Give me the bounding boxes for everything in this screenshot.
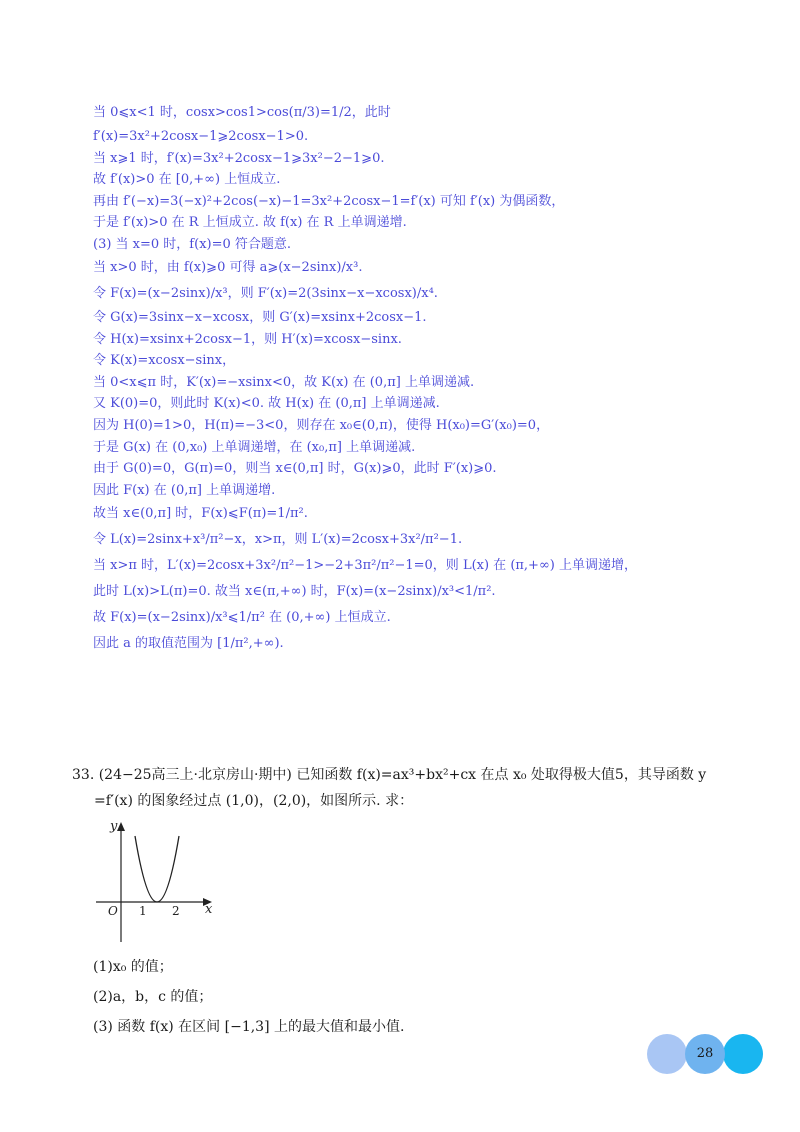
solution-line: 令 F(x)=(x−2sinx)/x³，则 F′(x)=2(3sinx−x−xcosx)/x⁴. — [93, 286, 438, 302]
solution-line: (3) 当 x=0 时，f(x)=0 符合题意. — [93, 236, 292, 252]
solution-block — [93, 100, 733, 657]
solution-line: 故当 x∈(0,π] 时，F(x)⩽F(π)=1/π². — [93, 506, 308, 522]
solution-line: 再由 f′(−x)=3(−x)²+2cos(−x)−1=3x²+2cosx−1=f′(x) 可知 f′(x) 为偶函数， — [93, 193, 565, 209]
problem-statement — [72, 762, 752, 814]
solution-line: 令 G(x)=3sinx−x−xcosx，则 G′(x)=xsinx+2cosx−1. — [93, 310, 427, 326]
solution-line: 于是 G(x) 在 (0,x₀) 上单调递增，在 (x₀,π] 上单调递减. — [93, 439, 416, 455]
solution-line: 当 0⩽x<1 时，cosx>cos1>cos(π/3)=1/2，此时 — [93, 105, 391, 120]
solution-line: 当 0<x⩽π 时，K′(x)=−xsinx<0，故 K(x) 在 (0,π] 上单调递减. — [93, 374, 475, 390]
problem-line-1: 33. (24−25高三上·北京房山·期中) 已知函数 f(x)=ax³+bx²+cx 在点 x₀ 处取得极大值5，其导函数 y — [72, 767, 707, 783]
badge-circle-right — [723, 1034, 763, 1074]
question-item: (1)x₀ 的值； — [93, 959, 173, 975]
page-number-badge — [647, 1034, 765, 1076]
solution-line: 又 K(0)=0，则此时 K(x)<0. 故 H(x) 在 (0,π] 上单调递减. — [93, 396, 440, 412]
y-axis-arrow — [117, 822, 125, 831]
solution-line: 令 H(x)=xsinx+2cosx−1，则 H′(x)=xcosx−sinx. — [93, 331, 402, 347]
solution-line: 于是 f′(x)>0 在 R 上恒成立. 故 f(x) 在 R 上单调递增. — [93, 215, 407, 231]
solution-line: 当 x⩾1 时，f′(x)=3x²+2cosx−1⩾3x²−2−1⩾0. — [93, 150, 385, 166]
solution-line: 因为 H(0)=1>0，H(π)=−3<0，则存在 x₀∈(0,π)，使得 H(x₀)=G′(x₀)=0， — [93, 418, 550, 434]
question-item: (3) 函数 f(x) 在区间 [−1,3] 上的最大值和最小值. — [93, 1019, 405, 1035]
tick-label-2: 2 — [172, 904, 180, 918]
origin-label: O — [108, 904, 118, 918]
solution-line: f′(x)=3x²+2cosx−1⩾2cosx−1>0. — [93, 129, 309, 144]
badge-circle-left — [647, 1034, 687, 1074]
question-item: (2)a，b，c 的值； — [93, 989, 213, 1005]
x-axis-label: x — [205, 902, 213, 917]
derivative-graph — [96, 818, 216, 944]
solution-line: 当 x>π 时，L′(x)=2cosx+3x²/π²−1>−2+3π²/π²−1=0，则 L(x) 在 (π,+∞) 上单调递增， — [93, 558, 637, 574]
solution-line: 因此 F(x) 在 (0,π] 上单调递增. — [93, 482, 276, 498]
solution-line: 由于 G(0)=0，G(π)=0，则当 x∈(0,π] 时，G(x)⩾0，此时 F′(x)⩾0. — [93, 461, 497, 477]
solution-line: 当 x>0 时，由 f(x)⩾0 可得 a⩾(x−2sinx)/x³. — [93, 260, 363, 276]
solution-line: 故 f′(x)>0 在 [0,+∞) 上恒成立. — [93, 172, 281, 188]
solution-line: 此时 L(x)>L(π)=0. 故当 x∈(π,+∞) 时，F(x)=(x−2sinx)/x³<1/π². — [93, 584, 496, 600]
solution-line: 因此 a 的取值范围为 [1/π²,+∞). — [93, 636, 284, 652]
question-list — [93, 952, 404, 1042]
solution-line: 令 K(x)=xcosx−sinx， — [93, 353, 236, 369]
solution-line: 令 L(x)=2sinx+x³/π²−x，x>π，则 L′(x)=2cosx+3x²/π²−1. — [93, 532, 463, 548]
tick-label-1: 1 — [139, 904, 147, 918]
page-number: 28 — [696, 1046, 714, 1061]
parabola-curve — [135, 836, 179, 902]
y-axis-label: y — [110, 819, 118, 834]
solution-line: 故 F(x)=(x−2sinx)/x³⩽1/π² 在 (0,+∞) 上恒成立. — [93, 610, 391, 626]
problem-line-2: =f′(x) 的图象经过点 (1,0)，(2,0)，如图所示. 求： — [94, 793, 414, 809]
